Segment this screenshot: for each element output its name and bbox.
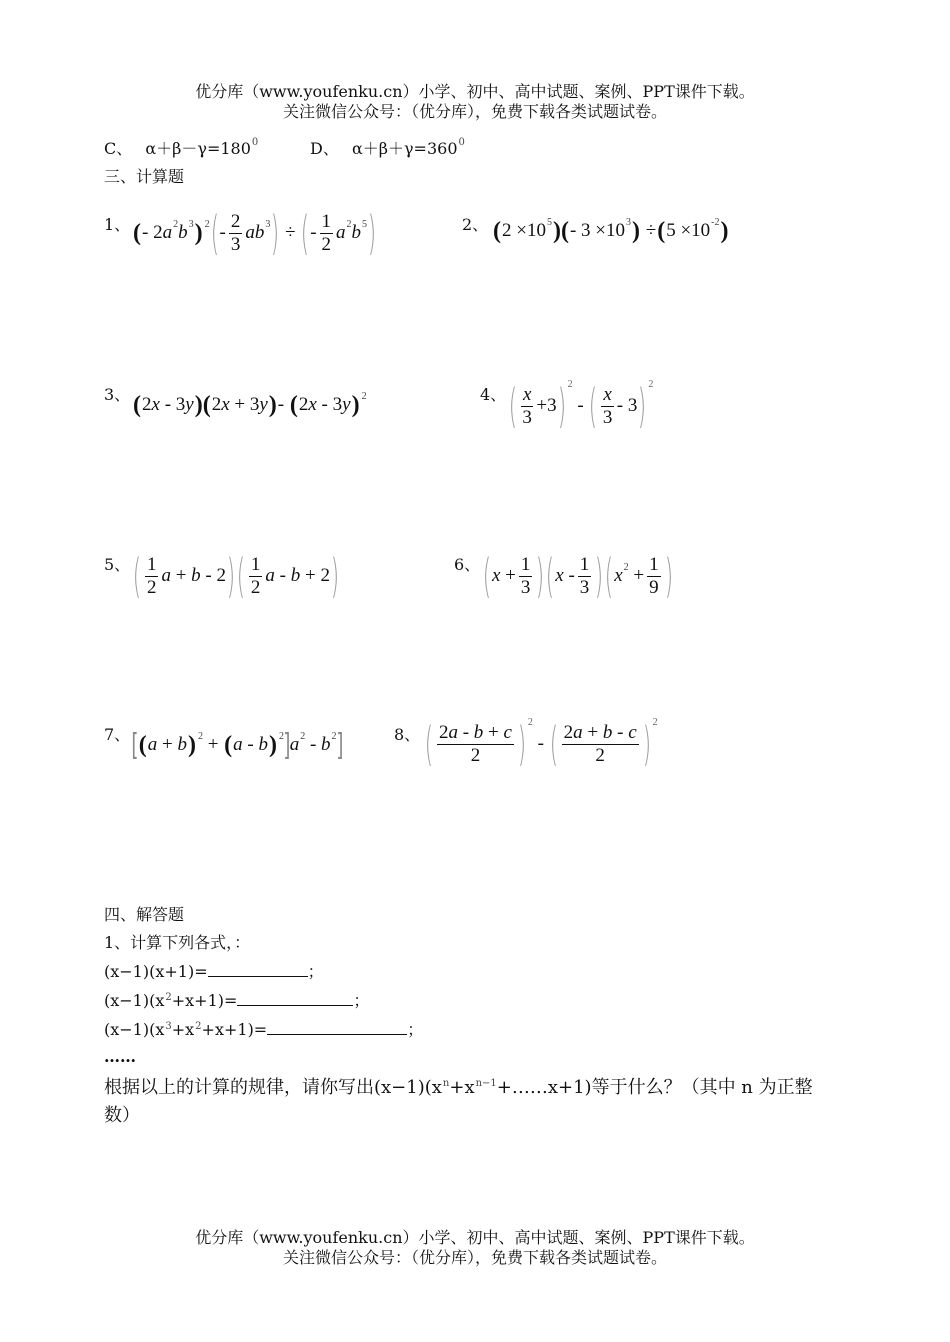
- option-d: [310, 138, 465, 163]
- problem-5-label: 5、: [104, 555, 131, 574]
- header-line-2: 关注微信公众号：（优分库），免费下载各类试题试卷。: [282, 102, 667, 121]
- problem-1-label: 1、: [104, 215, 131, 234]
- rule-question-end: 数）: [104, 1105, 140, 1126]
- problem-6-label: 6、: [454, 555, 481, 574]
- rule-question: 根据以上的计算的规律，请你写出$(x-1)(x^n+x^{n-1}+\dots\dots x+1)$等于什么？（其中 n 为正整: [104, 1077, 813, 1098]
- problem-4-label: 4、: [480, 385, 507, 404]
- problem-7-label: 7、: [104, 725, 131, 744]
- problem-8-label: 8、: [394, 725, 421, 744]
- formula-line-2: $(x-1)(x^2+x+1)=$ ；: [104, 991, 370, 1010]
- ellipsis: ……: [104, 1047, 136, 1066]
- option-c-expr: α＋β－γ=180: [145, 139, 251, 158]
- option-d-expr: α＋β＋γ=360: [351, 139, 458, 158]
- problem-1-expr: ( - 2 a 2 b 3 ) 2 ( - $\frac{2}{3}$ a b 3 ) ÷ ( - $\frac{1}{2}$ a 2 b 5 ): [133, 206, 377, 260]
- problem-6-expr: ( x + $\frac{1}{3}$ ) ( x - $\frac{1}{3}$ ) ( x 2 + $\frac{1}{9}$ ): [482, 549, 673, 603]
- section-3-title: 三、计算题: [104, 167, 185, 186]
- footer-line-1: 优分库（www.youfenku.cn）小学、初中、高中试题、案例、PPT课件下载。: [195, 1228, 755, 1247]
- option-d-label: D、: [310, 139, 339, 158]
- problem-2-expr: ( 2 × 10 5 )( - 3 × 10 3 ) ÷ ( 5 × 10 -2 ): [493, 216, 729, 244]
- problem-3-expr: ( 2 x - 3 y )( 2 x + 3 y ) - ( 2 x - 3 y ) 2: [133, 390, 367, 418]
- header-line-1: 优分库（www.youfenku.cn）小学、初中、高中试题、案例、PPT课件下载。: [195, 82, 755, 101]
- problem-4-expr: ( $\frac{x}{3}$ + 3 ) 2 - ( $\frac{x}{3}$ - 3 ) 2: [508, 378, 654, 433]
- formula-line-1: (x−1)(x+1)= ；: [104, 962, 324, 981]
- option-c: [104, 138, 258, 163]
- option-c-sup: 0: [251, 137, 259, 148]
- formula-line-3: $(x-1)(x^3+x^2+x+1)=$ ；: [104, 1020, 424, 1039]
- problem-3-label: 3、: [104, 385, 131, 404]
- problem-5-expr: ( $\frac{1}{2}$ a + b - 2 ) ( $\frac{1}{2}$ a - b + 2 ): [132, 549, 339, 603]
- section-4-title: 四、解答题: [104, 905, 185, 924]
- problem-8-expr: ( $\frac{2a - b + c}{2}$ ) 2 - ( $\frac{2a + b - c}{2}$ ) 2: [424, 716, 658, 771]
- option-d-sup: 0: [458, 137, 465, 148]
- footer-line-2: 关注微信公众号：（优分库），免费下载各类试题试卷。: [282, 1248, 667, 1267]
- question-1: 1、计算下列各式，：: [104, 933, 251, 952]
- option-c-label: C、: [104, 139, 133, 158]
- problem-2-label: 2、: [462, 215, 489, 234]
- problem-7-expr: [ ( a + b ) 2 + ( a - b ) 2 ] a 2 - b 2 ]: [131, 727, 343, 763]
